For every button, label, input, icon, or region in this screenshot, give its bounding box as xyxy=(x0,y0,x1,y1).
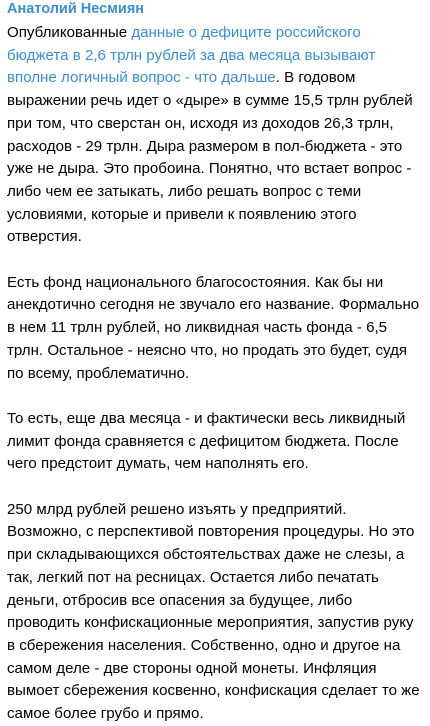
post-paragraph-4: 250 млрд рублей решено изъять у предприятий. Возможно, с перспективой повторения процедуры. Но это при складывающихся обстоятельствах даже не слезы, а так, легкий пот на ресницах. Остается либо печатать деньги, отбросив все опасения за будущее, либо проводить конфискационные мероприятия, запустив руку в сбережения населения. Собственно, одно и другое на самом деле - две стороны одной монеты. Инфляция вымоет сбережения косвенно, конфискация сделает то же самое более грубо и прямо. xyxy=(7,500,420,723)
post-author[interactable]: Анатолий Несмиян xyxy=(7,1,145,17)
paragraph-1-rest: . В годовом выражении речь идет о «дыре» в сумме 15,5 трлн рублей при том, что сверстан он, исходя из доходов 26,3 трлн, расходов - 29 трлн. Дыра размером в пол-бюджета - это уже не дыра. Это пробоина. Понятно, что встает вопрос - либо чем ее затыкать, либо решать вопрос с теми условиями, которые и привели к появлению этого отверстия. xyxy=(7,69,413,246)
paragraph-1-lead: Опубликованные xyxy=(7,24,132,41)
post-paragraph-2: Есть фонд национального благосостояния. Как бы ни анекдотично сегодня не звучало его название. Формально в нем 11 трлн рублей, но ликвидная часть фонда - 6,5 трлн. Остальное - неясно что, но продать это будет, судя по всему, проблематично. xyxy=(7,273,420,382)
budget-deficit-link[interactable]: данные о дефиците российского бюджета в 2,6 трлн рублей за два месяца вызывают вполне логичный вопрос - что дальше xyxy=(7,24,376,87)
post-paragraph-1 xyxy=(7,22,424,249)
post-paragraph-3: То есть, еще два месяца - и фактически весь ликвидный лимит фонда сравняется с дефицитом бюджета. После чего предстоит думать, чем наполнять его. xyxy=(7,409,406,473)
